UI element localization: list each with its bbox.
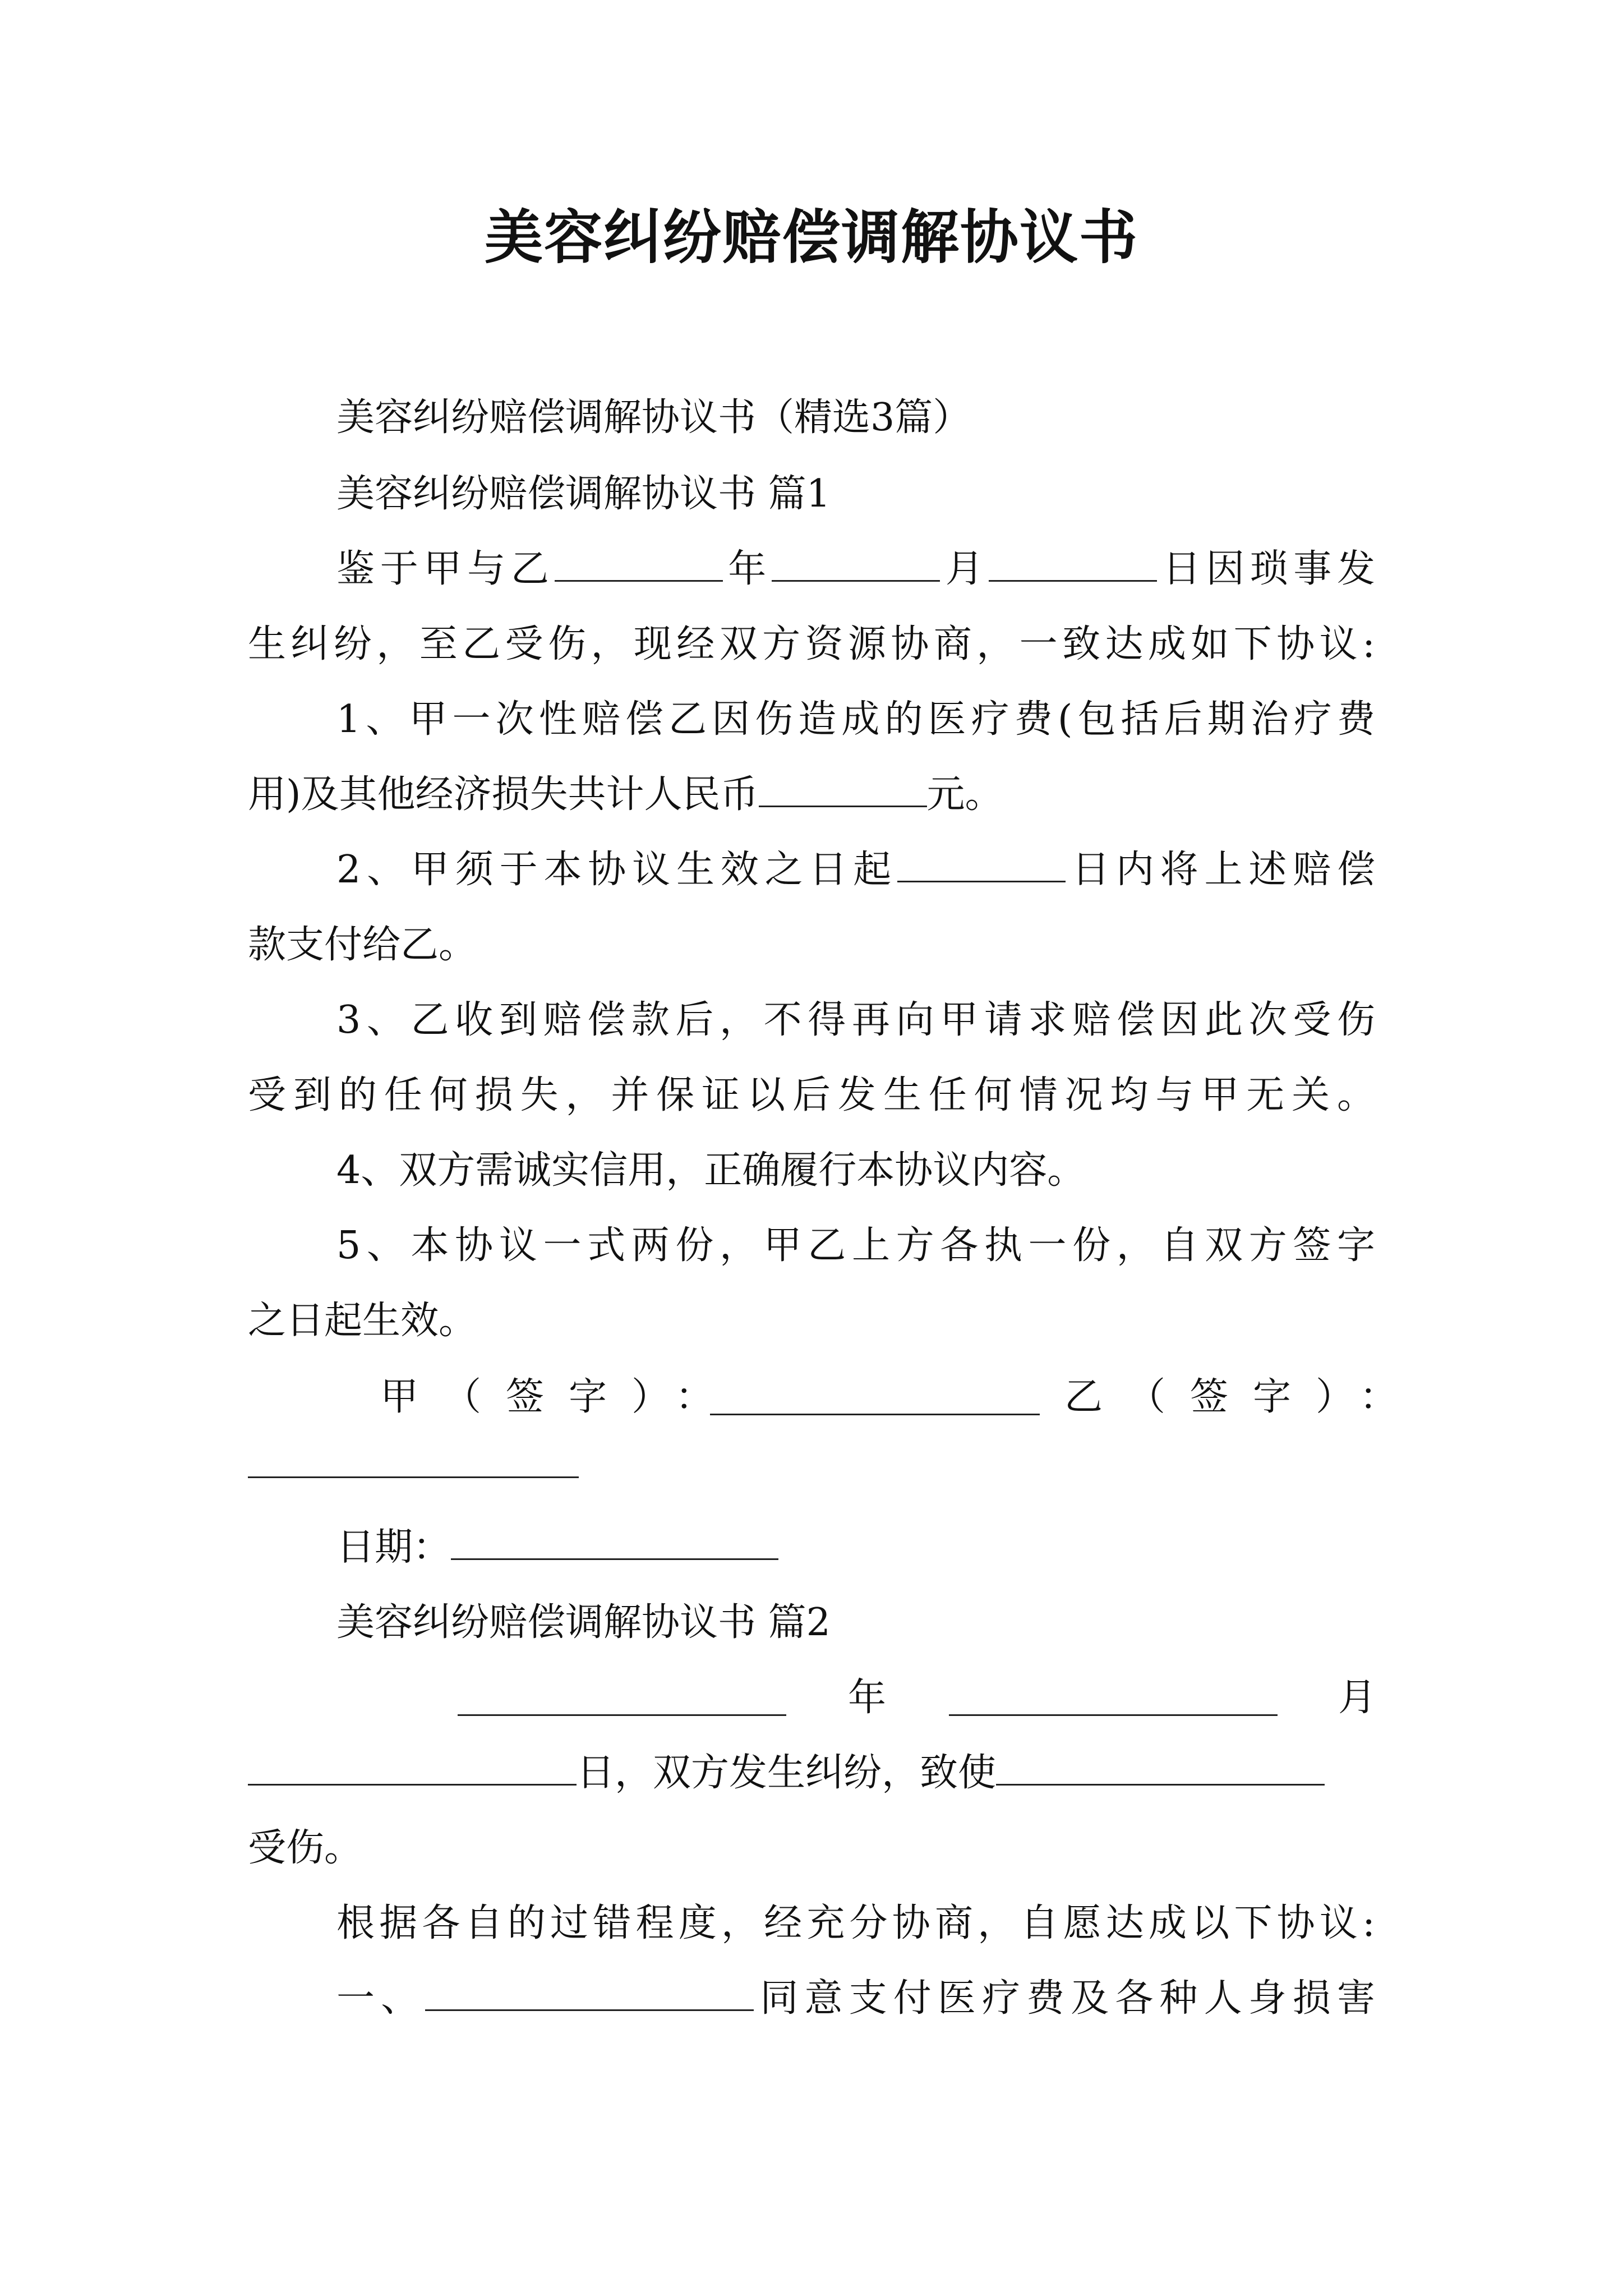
- text-span: 年: [722, 547, 772, 591]
- blank-underline: [425, 1973, 754, 2011]
- date-line: [336, 1517, 1375, 1579]
- signature-continuation: [248, 1441, 1375, 1502]
- paragraph-line: 1、甲一次性赔偿乙因伤造成的医疗费(包括后期治疗费: [336, 697, 1375, 742]
- text-span: 同意支付医疗费及各种人身损害: [754, 1976, 1375, 2021]
- blank-underline: [772, 544, 940, 582]
- paragraph-line: 根据各自的过错程度，经充分协商，自愿达成以下协议:: [336, 1901, 1375, 1945]
- text-span: 鉴于甲与乙: [336, 547, 555, 591]
- text-span: 日内将上述赔偿: [1066, 848, 1375, 892]
- blank-underline: [897, 845, 1066, 882]
- text-span: 月: [939, 547, 989, 591]
- party-a-signature-blank: [710, 1378, 1040, 1415]
- section-heading-2: 美容纠纷赔偿调解协议书 篇2: [336, 1600, 831, 1645]
- date-label: 日期：: [336, 1525, 451, 1570]
- document-title: 美容纠纷赔偿调解协议书: [484, 203, 1138, 272]
- text-span: 2、甲须于本协议生效之日起: [336, 848, 898, 892]
- paragraph-line: 受到的任何损失，并保证以后发生任何情况均与甲无关。: [248, 1073, 1375, 1117]
- blank-underline: [458, 1678, 786, 1716]
- text-span: 用)及其他经济损失共计人民币: [248, 772, 759, 817]
- paragraph-line: [336, 1968, 1375, 2030]
- text-span: 月: [1338, 1676, 1377, 1720]
- signature-line: [248, 1366, 1423, 1428]
- text-span: 年: [848, 1676, 887, 1720]
- party-b-signature-label: 乙（签字）：: [1064, 1375, 1423, 1419]
- paragraph-line: [248, 1667, 1375, 1729]
- paragraph-line: 5、本协议一式两份，甲乙上方各执一份，自双方签字: [336, 1223, 1375, 1268]
- paragraph-line: 之日起生效。: [248, 1299, 477, 1343]
- paragraph-line: 生纠纷，至乙受伤，现经双方资源协商，一致达成如下协议:: [248, 622, 1375, 666]
- blank-underline: [949, 1678, 1278, 1716]
- paragraph-line: [248, 1742, 1375, 1804]
- paragraph-line: 3、乙收到赔偿款后，不得再向甲请求赔偿因此次受伤: [336, 998, 1375, 1042]
- paragraph-line: [336, 839, 1375, 901]
- blank-underline: [248, 1748, 577, 1786]
- section-heading-1: 美容纠纷赔偿调解协议书 篇1: [336, 472, 831, 516]
- text-span: 元。: [926, 772, 1003, 817]
- paragraph-line: [248, 764, 1375, 826]
- paragraph-line: [336, 539, 1375, 600]
- paragraph-line: 款支付给乙。: [248, 923, 477, 967]
- blank-underline: [759, 770, 927, 807]
- text-span: 日因琐事发: [1157, 547, 1375, 591]
- paragraph-line: 4、双方需诚实信用，正确履行本协议内容。: [336, 1148, 1086, 1193]
- blank-underline: [996, 1748, 1325, 1786]
- date-blank: [451, 1522, 778, 1560]
- blank-underline: [555, 544, 723, 582]
- party-a-signature-label: 甲（签字）：: [380, 1375, 739, 1419]
- collection-heading: 美容纠纷赔偿调解协议书（精选3篇）: [336, 395, 971, 440]
- party-b-signature-blank: [248, 1441, 579, 1478]
- text-span: 一、: [336, 1976, 426, 2021]
- blank-underline: [989, 544, 1157, 582]
- text-span: 日，双方发生纠纷，致使: [577, 1751, 997, 1795]
- paragraph-line: 受伤。: [248, 1826, 363, 1870]
